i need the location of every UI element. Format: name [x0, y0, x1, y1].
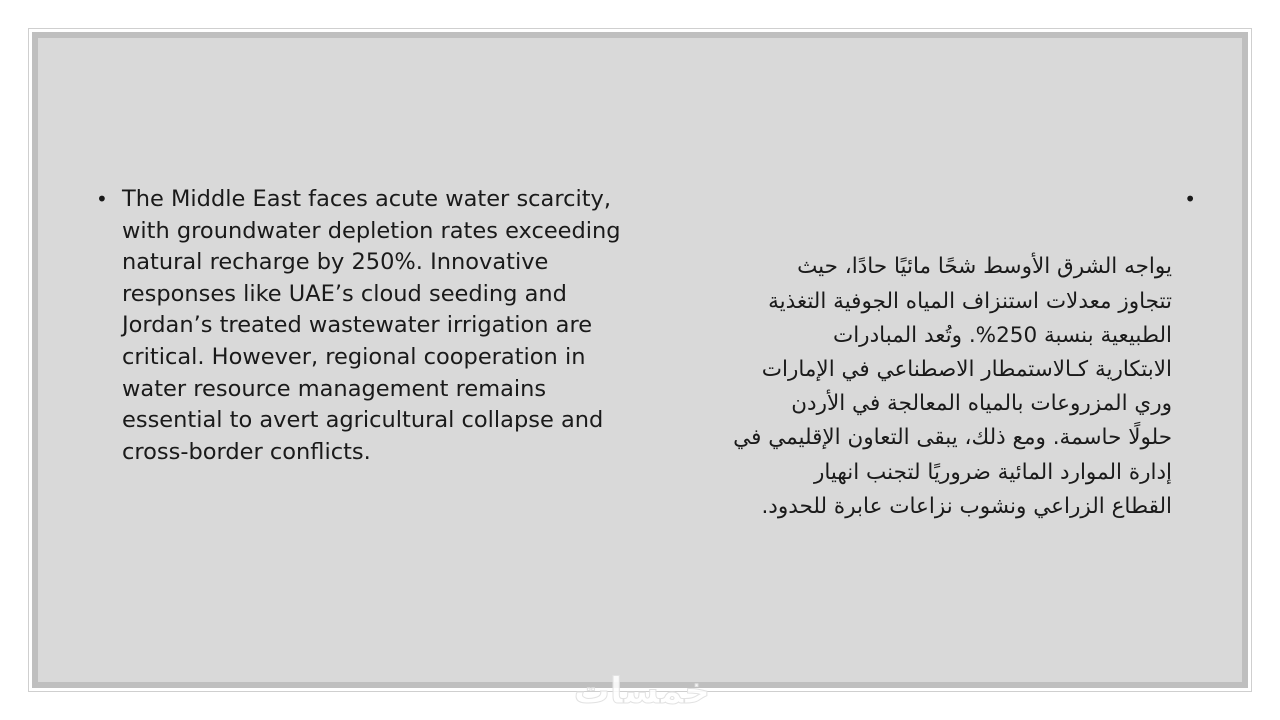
bullet-icon: • — [1184, 187, 1196, 211]
bullet-icon: • — [96, 187, 108, 211]
arabic-paragraph: يواجه الشرق الأوسط شحًا مائيًا حادًا، حيث تتجاوز معدلات استنزاف المياه الجوفية التغذية الطبيعية بنسبة 250%. وتُعد المبادرات الابتكارية كـالاستمطار الاصطناعي في الإمارات وري المزروعات بالمياه المعالجة في الأردن حلولًا حاسمة. ومع ذلك، يبقى التعاون الإقليمي في إدارة الموارد المائية ضروريًا لتجنب انهيار القطاع الزراعي ونشوب نزاعات عابرة للحدود. — [733, 254, 1172, 519]
arabic-bullet-list — [660, 182, 1198, 524]
english-bullet-item — [96, 184, 626, 468]
arabic-text-column — [660, 182, 1198, 524]
english-bullet-list — [96, 184, 626, 468]
watermark-logo: خمسات — [573, 671, 711, 712]
arabic-bullet-item — [660, 182, 1198, 524]
english-paragraph: The Middle East faces acute water scarcity, with groundwater depletion rates exceeding natural recharge by 250%. Innovative responses like UAE’s cloud seeding and Jordan’s treated wastewater irrigation are critical. However, regional cooperation in water resource management remains essential to avert agricultural collapse and cross-border conflicts. — [122, 186, 621, 465]
english-text-column — [96, 184, 626, 468]
